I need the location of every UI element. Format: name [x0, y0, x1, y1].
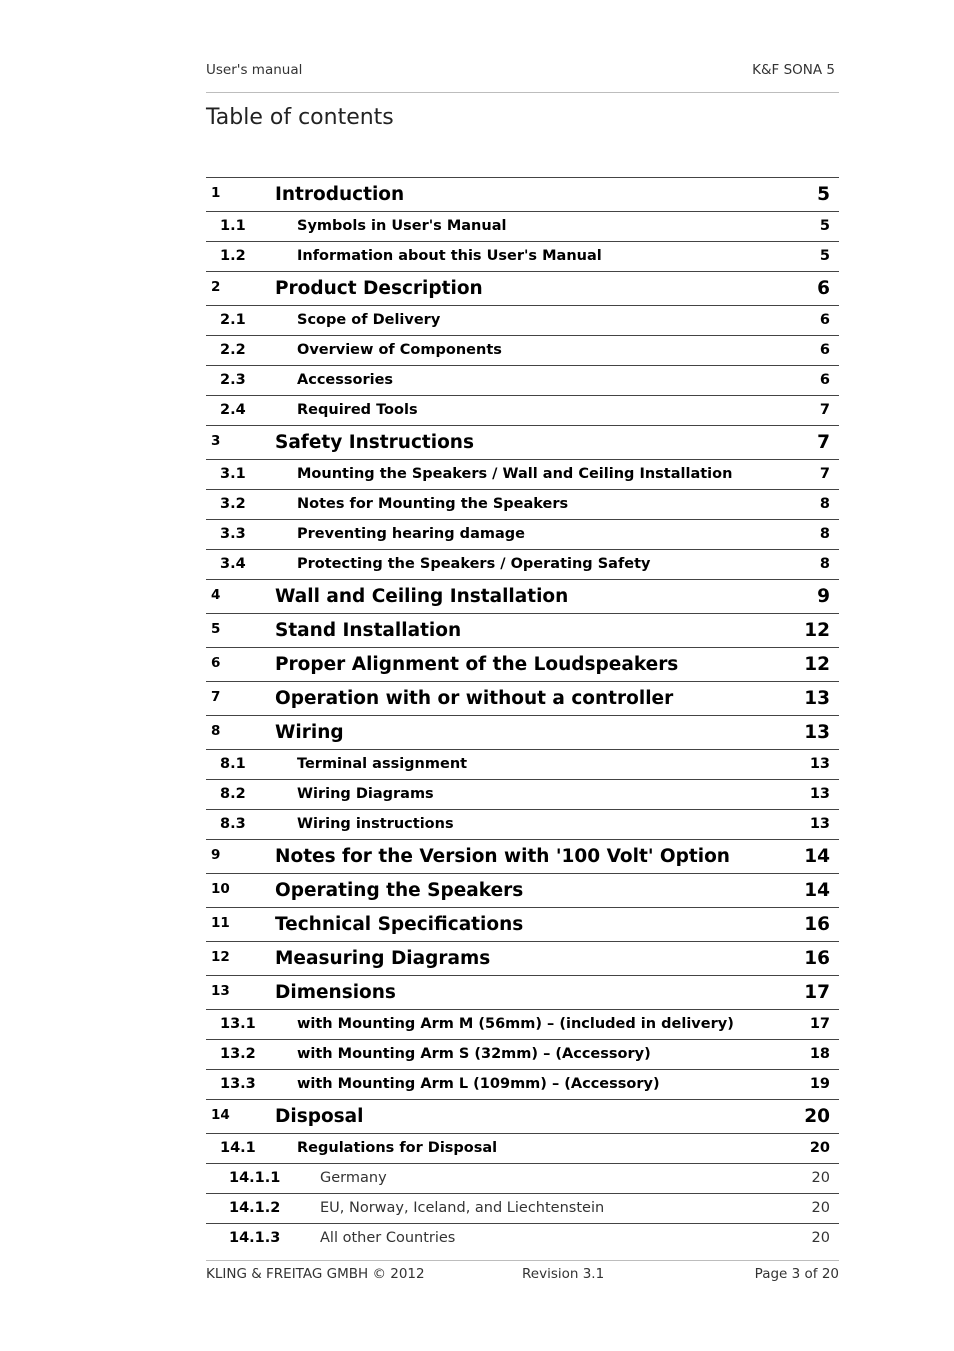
- toc-entry-number: 5: [211, 621, 221, 637]
- toc-entry[interactable]: [206, 1070, 839, 1100]
- toc-entry-number: 13.2: [220, 1046, 256, 1062]
- toc-entry-page: 20: [809, 1140, 830, 1156]
- toc-entry-title: Accessories: [297, 372, 394, 388]
- toc-entry[interactable]: [206, 272, 839, 306]
- toc-entry[interactable]: [206, 614, 839, 648]
- toc-entry-page: 7: [819, 402, 830, 418]
- toc-entry-number: 7: [211, 689, 221, 705]
- toc-entry-number: 8.2: [220, 786, 246, 802]
- toc-entry[interactable]: [206, 1224, 839, 1254]
- page-footer: [206, 1260, 839, 1291]
- toc-entry-title: Wiring instructions: [297, 816, 454, 832]
- toc-entry-page: 16: [804, 948, 830, 969]
- toc-entry-number: 8.1: [220, 756, 246, 772]
- toc-entry-number: 3: [211, 433, 221, 449]
- toc-entry-page: 5: [819, 248, 830, 264]
- toc-entry-title: Regulations for Disposal: [297, 1140, 498, 1156]
- toc-entry-page: 14: [804, 846, 830, 867]
- toc-entry-number: 2.3: [220, 372, 246, 388]
- toc-entry-title: All other Countries: [320, 1230, 456, 1246]
- toc-entry-number: 4: [211, 587, 221, 603]
- toc-entry-page: 13: [804, 722, 830, 743]
- toc-entry[interactable]: [206, 490, 839, 520]
- toc-entry-page: 6: [819, 342, 830, 358]
- toc-entry-title: Introduction: [275, 184, 405, 205]
- toc-entry[interactable]: [206, 396, 839, 426]
- toc-entry-page: 20: [811, 1230, 830, 1246]
- header-doc-type: User's manual: [206, 62, 303, 78]
- toc-entry-number: 2.4: [220, 402, 246, 418]
- toc-entry[interactable]: [206, 840, 839, 874]
- toc-entry[interactable]: [206, 750, 839, 780]
- toc-entry[interactable]: [206, 716, 839, 750]
- toc-entry-title: with Mounting Arm M (56mm) – (included in delivery): [297, 1016, 734, 1032]
- toc-entry-number: 9: [211, 847, 221, 863]
- toc-entry-title: Operating the Speakers: [275, 880, 524, 901]
- toc-entry-page: 20: [804, 1106, 830, 1127]
- toc-entry-page: 20: [811, 1200, 830, 1216]
- toc-entry-page: 6: [819, 312, 830, 328]
- header-product-name: K&F SONA 5: [752, 62, 835, 78]
- toc-entry-title: Wall and Ceiling Installation: [275, 586, 569, 607]
- toc-entry-title: Scope of Delivery: [297, 312, 441, 328]
- toc-entry-title: Technical Specifications: [275, 914, 524, 935]
- footer-copyright: KLING & FREITAG GMBH © 2012: [206, 1266, 425, 1282]
- toc-entry[interactable]: [206, 874, 839, 908]
- toc-entry[interactable]: [206, 1040, 839, 1070]
- toc-entry-number: 1: [211, 185, 221, 201]
- toc-entry[interactable]: [206, 810, 839, 840]
- toc-entry-page: 17: [809, 1016, 830, 1032]
- toc-entry-page: 5: [817, 184, 830, 205]
- toc-entry-title: Terminal assignment: [297, 756, 468, 772]
- toc-entry-page: 12: [804, 654, 830, 675]
- toc-entry[interactable]: [206, 1134, 839, 1164]
- toc-entry[interactable]: [206, 648, 839, 682]
- toc-entry[interactable]: [206, 306, 839, 336]
- toc-entry-title: Germany: [320, 1170, 387, 1186]
- toc-entry-title: Stand Installation: [275, 620, 462, 641]
- toc-entry-title: Product Description: [275, 278, 483, 299]
- toc-entry[interactable]: [206, 1100, 839, 1134]
- toc-entry-page: 5: [819, 218, 830, 234]
- toc-entry-number: 12: [211, 949, 230, 965]
- toc-entry-number: 3.1: [220, 466, 246, 482]
- toc-entry-number: 3.3: [220, 526, 246, 542]
- toc-entry[interactable]: [206, 1164, 839, 1194]
- toc-entry-page: 9: [817, 586, 830, 607]
- toc-entry-page: 17: [804, 982, 830, 1003]
- toc-entry-number: 2: [211, 279, 221, 295]
- footer-page-number: Page 3 of 20: [754, 1266, 839, 1282]
- toc-entry-number: 1.1: [220, 218, 246, 234]
- toc-entry[interactable]: [206, 908, 839, 942]
- toc-entry[interactable]: [206, 682, 839, 716]
- toc-entry-title: Proper Alignment of the Loudspeakers: [275, 654, 679, 675]
- toc-entry-number: 14.1.3: [229, 1230, 281, 1246]
- toc-entry[interactable]: [206, 780, 839, 810]
- toc-entry-title: Disposal: [275, 1106, 364, 1127]
- toc-entry-title: Protecting the Speakers / Operating Safety: [297, 556, 651, 572]
- toc-entry[interactable]: [206, 1010, 839, 1040]
- toc-entry-page: 8: [819, 526, 830, 542]
- toc-entry-number: 2.2: [220, 342, 246, 358]
- toc-entry-page: 18: [809, 1046, 830, 1062]
- toc-entry-page: 7: [817, 432, 830, 453]
- toc-entry-page: 14: [804, 880, 830, 901]
- toc-entry-title: Measuring Diagrams: [275, 948, 491, 969]
- toc-entry-title: Safety Instructions: [275, 432, 474, 453]
- footer-revision: Revision 3.1: [522, 1266, 605, 1282]
- toc-entry-page: 16: [804, 914, 830, 935]
- toc-entry-page: 8: [819, 556, 830, 572]
- toc-entry[interactable]: [206, 1194, 839, 1224]
- toc-entry-page: 13: [809, 786, 830, 802]
- toc-entry-number: 8.3: [220, 816, 246, 832]
- toc-entry[interactable]: [206, 242, 839, 272]
- toc-entry-number: 3.4: [220, 556, 246, 572]
- toc-entry[interactable]: [206, 366, 839, 396]
- toc-entry-title: Overview of Components: [297, 342, 502, 358]
- toc-entry-number: 8: [211, 723, 221, 739]
- toc-entry-page: 19: [809, 1076, 830, 1092]
- toc-entry-number: 13: [211, 983, 230, 999]
- toc-entry-title: Dimensions: [275, 982, 396, 1003]
- toc-entry[interactable]: [206, 976, 839, 1010]
- toc-entry[interactable]: [206, 212, 839, 242]
- toc-entry-page: 6: [817, 278, 830, 299]
- toc-entry-page: 13: [809, 816, 830, 832]
- toc-entry-title: Notes for the Version with '100 Volt' Option: [275, 846, 730, 867]
- toc-entry-number: 3.2: [220, 496, 246, 512]
- toc-entry-title: with Mounting Arm S (32mm) – (Accessory): [297, 1046, 651, 1062]
- toc-entry-title: EU, Norway, Iceland, and Liechtenstein: [320, 1200, 605, 1216]
- toc-entry-title: Information about this User's Manual: [297, 248, 602, 264]
- toc-entry-page: 12: [804, 620, 830, 641]
- page-title: Table of contents: [206, 105, 394, 130]
- toc-entry[interactable]: [206, 942, 839, 976]
- toc-entry-title: Symbols in User's Manual: [297, 218, 507, 234]
- toc-entry-number: 10: [211, 881, 230, 897]
- toc-entry-title: Operation with or without a controller: [275, 688, 674, 709]
- toc-entry[interactable]: [206, 336, 839, 366]
- toc-entry-number: 14.1.1: [229, 1170, 281, 1186]
- toc-entry-number: 13.3: [220, 1076, 256, 1092]
- toc-entry-number: 2.1: [220, 312, 246, 328]
- toc-entry[interactable]: [206, 178, 839, 212]
- toc-entry-page: 7: [819, 466, 830, 482]
- toc-entry-title: Required Tools: [297, 402, 418, 418]
- toc-entry[interactable]: [206, 520, 839, 550]
- toc-entry[interactable]: [206, 550, 839, 580]
- toc-entry-number: 13.1: [220, 1016, 256, 1032]
- toc-entry-title: Mounting the Speakers / Wall and Ceiling Installation: [297, 466, 733, 482]
- toc-entry-title: Preventing hearing damage: [297, 526, 525, 542]
- toc-entry-number: 1.2: [220, 248, 246, 264]
- toc-entry-page: 8: [819, 496, 830, 512]
- toc-entry-title: Notes for Mounting the Speakers: [297, 496, 569, 512]
- toc-entry-page: 13: [809, 756, 830, 772]
- toc-entry-number: 6: [211, 655, 221, 671]
- toc-entry-page: 13: [804, 688, 830, 709]
- toc-entry[interactable]: [206, 460, 839, 490]
- table-of-contents: [206, 177, 839, 1254]
- toc-entry-number: 14: [211, 1107, 230, 1123]
- toc-entry-page: 20: [811, 1170, 830, 1186]
- toc-entry-title: Wiring: [275, 722, 344, 743]
- toc-entry-number: 11: [211, 915, 230, 931]
- toc-entry-title: Wiring Diagrams: [297, 786, 434, 802]
- toc-entry[interactable]: [206, 580, 839, 614]
- toc-entry-page: 6: [819, 372, 830, 388]
- toc-entry-number: 14.1: [220, 1140, 256, 1156]
- toc-entry-title: with Mounting Arm L (109mm) – (Accessory): [297, 1076, 660, 1092]
- toc-entry-number: 14.1.2: [229, 1200, 281, 1216]
- toc-entry[interactable]: [206, 426, 839, 460]
- page-header: [206, 62, 839, 93]
